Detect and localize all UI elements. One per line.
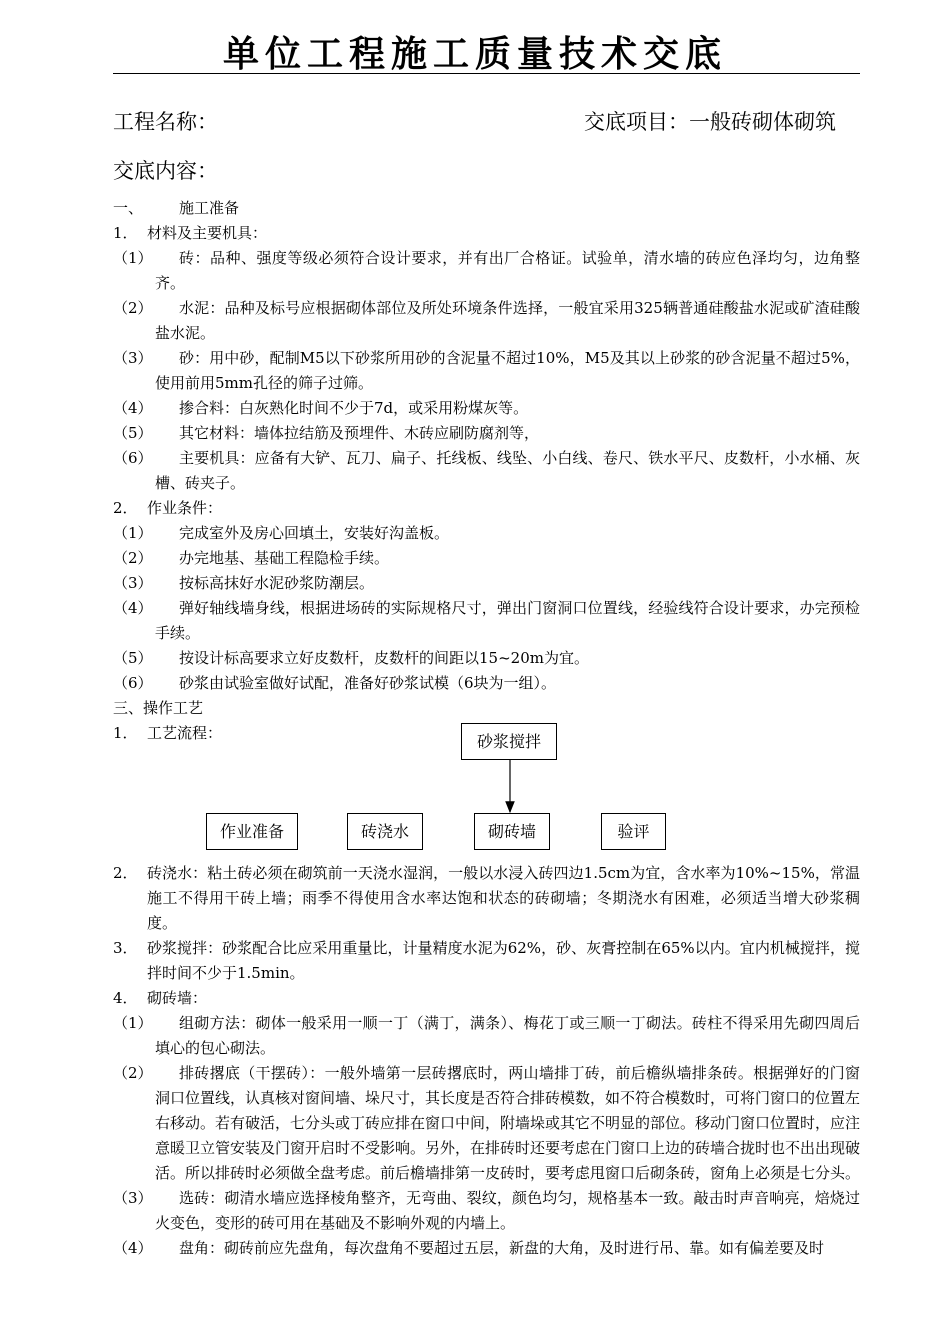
list-item: （2） 水泥：品种及标号应根据砌体部位及所处环境条件选择，一般宜采用325辆普通硅酸盐水泥或矿渣硅酸盐水泥。 (113, 299, 860, 342)
disclosure-item-value: 一般砖砌体砌筑 (689, 110, 836, 134)
flow-box-brick-laying: 砌砖墙 (474, 813, 550, 850)
conditions-list (113, 521, 860, 696)
project-name-label: 工程名称： (113, 110, 218, 134)
list-item: （4） 掺合料：白灰熟化时间不少于7d，或采用粉煤灰等。 (113, 399, 529, 417)
document-title: 单位工程施工质量技术交底 (222, 33, 727, 75)
list-item: （1） 组砌方法：砌体一般采用一顺一丁（满丁，满条）、梅花丁或三顺一丁砌法。砖柱不得采用先砌四周后填心的包心砌法。 (113, 1014, 860, 1057)
subsection-heading: 2． 作业条件： (113, 499, 223, 517)
flow-box-brick-wetting: 砖浇水 (347, 813, 423, 850)
step-brick-wetting: 2． 砖浇水：粘土砖必须在砌筑前一天浇水湿润，一般以水浸入砖四边1.5cm为宜，含水率为10%~15%，常温施工不得用干砖上墙；雨季不得使用含水率达饱和状态的砖砌墙；冬期浇水有困难，必须适当增大砂浆稠度。 (113, 864, 860, 932)
disclosure-item (584, 108, 836, 136)
flow-box-mortar-mixing: 砂浆搅拌 (461, 723, 557, 760)
list-item: （6） 砂浆由试验室做好试配，准备好砂浆试模（6块为一组）。 (113, 674, 557, 692)
flow-box-inspection: 验评 (601, 813, 666, 850)
subsection-heading: 1． 材料及主要机具： (113, 224, 268, 242)
flow-label: 1． 工艺流程： (113, 724, 223, 742)
list-item: （2） 排砖撂底（干摆砖）：一般外墙第一层砖撂底时，两山墙排丁砖，前后檐纵墙排条砖。根据弹好的门窗洞口位置线，认真核对窗间墙、垛尺寸，其长度是否符合排砖模数，如不符合模数时，可将门窗口的位置左右移动。若有破活，七分头或丁砖应排在窗口中间，附墙垛或其它不明显的部位。移动门窗口位置时，应注意暖卫立管安装及门窗开启时不受影响。另外，在排砖时还要考虑在门窗口上边的砖墙合拢时也不出出现破活。所以排砖时必须做全盘考虑。前后檐墙排第一皮砖时，要考虑甩窗口后砌条砖，窗角上必须是七分头。 (113, 1064, 861, 1182)
content-label: 交底内容： (113, 159, 218, 183)
list-item: （4） 盘角：砌砖前应先盘角，每次盘角不要超过五层，新盘的大角，及时进行吊、靠。如有偏差要及时 (113, 1239, 825, 1257)
flow-box-preparation: 作业准备 (206, 813, 298, 850)
list-item: （2） 办完地基、基础工程隐检手续。 (113, 549, 390, 567)
document-body (113, 196, 860, 1261)
list-item: （5） 按设计标高要求立好皮数杆，皮数杆的间距以15~20m为宜。 (113, 649, 589, 667)
brick-laying-list (113, 1011, 860, 1261)
section-heading: 三、操作工艺 (113, 699, 204, 717)
title-underline (113, 73, 860, 74)
materials-list (113, 246, 860, 496)
section-heading: 一、 施工准备 (113, 199, 240, 217)
list-item: （3） 按标高抹好水泥砂浆防潮层。 (113, 574, 375, 592)
step-mortar-mixing: 3． 砂浆搅拌：砂浆配合比应采用重量比，计量精度水泥为62%，砂、灰膏控制在65%以内。宜内机械搅拌，搅拌时间不少于1.5min。 (113, 939, 860, 982)
list-item: （1） 砖：品种、强度等级必须符合设计要求，并有出厂合格证。试验单，清水墙的砖应色泽均匀，边角整齐。 (113, 249, 860, 292)
list-item: （1） 完成室外及房心回填土，安装好沟盖板。 (113, 524, 450, 542)
subsection-heading: 4． 砌砖墙： (113, 989, 208, 1007)
list-item: （3） 砂：用中砂，配制M5以下砂浆所用砂的含泥量不超过10%，M5及其以上砂浆的砂含泥量不超过5%，使用前用5mm孔径的筛子过筛。 (113, 349, 860, 392)
list-item: （6） 主要机具：应备有大铲、瓦刀、扁子、托线板、线坠、小白线、卷尺、铁水平尺、皮数杆，小水桶、灰槽、砖夹子。 (113, 449, 860, 492)
list-item: （5） 其它材料：墙体拉结筋及预埋件、木砖应刷防腐剂等， (113, 424, 540, 442)
process-flow-diagram (113, 721, 860, 841)
list-item: （4） 弹好轴线墙身线，根据进场砖的实际规格尺寸，弹出门窗洞口位置线，经验线符合设计要求，办完预检手续。 (113, 599, 860, 642)
list-item: （3） 选砖：砌清水墙应选择棱角整齐，无弯曲、裂纹，颜色均匀，规格基本一致。敲击时声音响亮，焙烧过火变色，变形的砖可用在基础及不影响外观的内墙上。 (113, 1189, 860, 1232)
disclosure-item-label: 交底项目： (584, 110, 689, 134)
